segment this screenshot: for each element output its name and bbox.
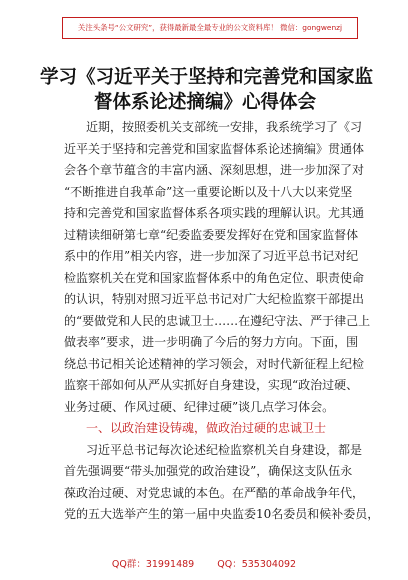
paragraph-line: 会各个章节蕴含的丰富内涵、深刻思想，进一步加深了对 [64,163,365,177]
paragraph-line: 持和完善党和国家监督体系各项实践的理解认识。尤其通 [64,206,365,220]
paragraph-line: 监察干部如何从严从实抓好自身建设，实现“政治过硬、 [64,378,359,392]
document-title-line2: 督体系论述摘编》心得体会 [93,92,316,113]
paragraph-line: 过精读细研第七章“纪委监委要发挥好在党和国家监督体 [64,227,359,242]
footer-qq-group: QQ群：31991489 [111,559,195,570]
paragraph-line: 绕总书记相关论述精神的学习领会，对时代新征程上纪检 [64,356,365,371]
paragraph-line: 业务过硬、作风过硬、纪律过硬”谈几点学习体会。 [64,399,335,414]
paragraph-line: 党的五大选举产生的第一届中央监委10名委员和候补委员， [64,507,380,521]
footer-contact [0,556,408,574]
document-body [64,117,380,526]
paragraph-line: 习近平总书记每次论述纪检监察机关自身建设，都是 [86,442,363,457]
paragraph-line: 葆政治过硬、对党忠诚的本色。在严酷的革命战争年代， [64,485,365,500]
footer-qq: QQ：535304092 [217,559,297,570]
paragraph-line: 系中的作用”相关内容，进一步加深了习近平总书记对纪 [64,249,359,263]
paragraph-line: 近期，按照委机关支部统一安排，我系统学习了《习 [86,120,363,134]
paragraph-line: 的“要做党和人民的忠诚卫士……在遵纪守法、严于律己上 [64,313,371,328]
paragraph-line: 的认识，特别对照习近平总书记对广大纪检监察干部提出 [64,292,365,306]
paragraph-line: “不断推进自我革命”这一重要论断以及十八大以来党坚 [64,184,353,199]
paragraph-line: 首先强调要“带头加强党的政治建设”，确保这支队伍永 [64,464,353,478]
document-title-line1: 学习《习近平关于坚持和完善党和国家监 [40,67,374,88]
paragraph-line: 做表率”要求，进一步明确了今后的努力方向。下面，围 [64,335,359,349]
section-heading: 一、以政治建设铸魂，做政治过硬的忠诚卫士 [86,421,327,435]
paragraph-line: 检监察机关在党和国家监督体系中的角色定位、职责使命 [64,270,365,285]
paragraph-line: 近平关于坚持和完善党和国家监督体系论述摘编》贯通体 [64,141,365,156]
header-banner: 关注头条号“公文研究”，获得最新最全最专业的公文资料库！ 微信：gongwenzj [62,17,358,39]
